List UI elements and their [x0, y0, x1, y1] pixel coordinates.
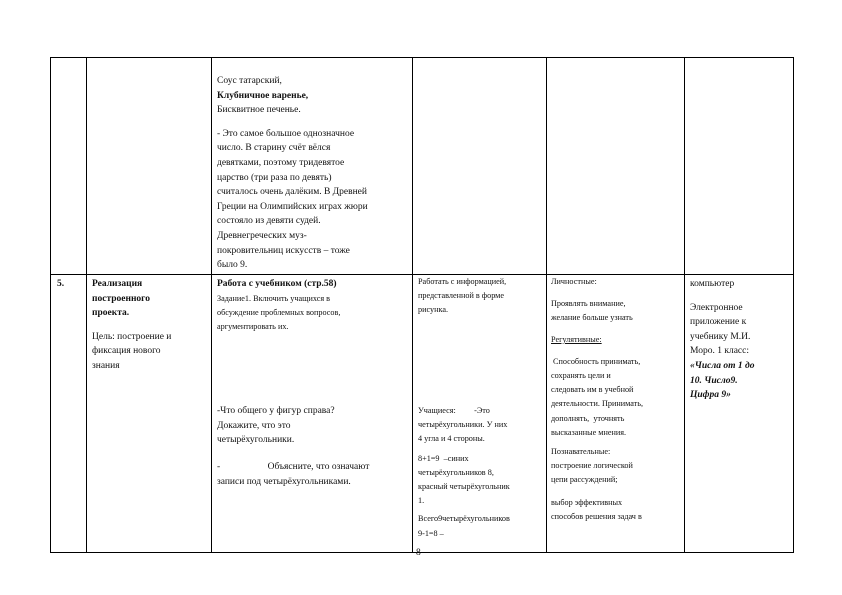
- stage-title-line: Реализация: [92, 279, 143, 289]
- stage-number: 5.: [57, 279, 65, 289]
- uud-personal-line: желание больше узнать: [551, 313, 633, 323]
- stage-title-line: построенного: [92, 293, 150, 304]
- table-col-line-1: [50, 57, 51, 553]
- table-col-line-2: [86, 57, 87, 553]
- student-calc-line: красный четырёхугольник: [418, 482, 510, 492]
- text-line: покровительниц искусств – тоже: [217, 245, 350, 256]
- student-answer: [418, 404, 544, 541]
- text-line: - Это самое большое однозначное: [217, 128, 355, 139]
- page-number: 8: [416, 548, 421, 558]
- spacer: [551, 326, 682, 333]
- teacher-explain: [217, 460, 409, 489]
- uud-regulatory-line: следовать им в учебной: [551, 385, 634, 395]
- uud-regulatory-heading: Регулятивные:: [551, 334, 602, 344]
- text-line: Соус татарский,: [217, 76, 282, 86]
- spacer: [92, 321, 208, 330]
- goal-line: фиксация нового: [92, 346, 161, 357]
- text-line: Бисквитное печенье.: [217, 105, 301, 116]
- text-line: состояло из девяти судей.: [217, 216, 321, 227]
- teacher-task-line: аргументировать их.: [217, 322, 289, 331]
- resources-line: учебнику М.И.: [690, 331, 751, 342]
- goal-line: Цель: построение и: [92, 331, 172, 342]
- resources-italic-line: 10. Число9.: [690, 375, 738, 386]
- text-line: царство (три раза по девять): [217, 172, 332, 183]
- uud-cognitive-line: выбор эффективных: [551, 497, 623, 507]
- resources-italic-line: «Числа от 1 до: [690, 360, 755, 371]
- stage-title-line: проекта.: [92, 308, 130, 319]
- spacer: [551, 347, 682, 355]
- teacher-task-line: Задание1. Включить учащихся в: [217, 293, 331, 303]
- table-col-line-5: [546, 57, 547, 553]
- resources-line: Моро. 1 класс:: [690, 346, 749, 357]
- uud-regulatory-line: деятельности. Принимать,: [551, 399, 644, 409]
- teacher-question-line: Докажите, что это: [217, 420, 291, 431]
- resources-italic-line: Цифра 9»: [690, 390, 731, 401]
- spacer: [551, 289, 682, 297]
- student-activity: [418, 275, 544, 318]
- student-intro-line: рисунка.: [418, 305, 449, 315]
- resources-line: приложение к: [690, 317, 747, 328]
- uud-regulatory-line: сохранять цели и: [551, 371, 611, 381]
- spacer: [551, 488, 682, 496]
- student-total-line: 9-1=8 –: [418, 528, 444, 538]
- student-calc-line: 8+1=9 –синих: [418, 453, 469, 463]
- spacer: [217, 118, 409, 127]
- teacher-question-line: -Что общего у фигур справа?: [217, 406, 335, 416]
- spacer: [690, 292, 791, 301]
- resources-title: компьютер: [690, 279, 735, 289]
- teacher-question-line: четырёхугольники.: [217, 435, 295, 446]
- text-line: число. В старину счёт вёлся: [217, 143, 331, 154]
- uud-column: [551, 275, 682, 524]
- table-col-line-4: [412, 57, 413, 553]
- goal-line: знания: [92, 360, 120, 371]
- teacher-heading: Работа с учебником (стр.58): [217, 279, 337, 289]
- teacher-task-line: обсуждение проблемных вопросов,: [217, 307, 341, 317]
- uud-cognitive-heading: Познавательные:: [551, 447, 611, 457]
- table-top-border: [50, 57, 793, 58]
- text-line: Греции на Олимпийских играх жюри: [217, 201, 368, 212]
- student-total-line: Всего9четырёхугольников: [418, 514, 510, 524]
- teacher-explain-line: записи под четырёхугольниками.: [217, 476, 351, 487]
- student-intro-line: представленной в форме: [418, 291, 504, 301]
- uud-cognitive-line: способов решения задач в: [551, 511, 642, 521]
- uud-regulatory-line: дополнять, уточнять: [551, 413, 625, 423]
- student-intro-line: Работать с информацией,: [418, 277, 507, 286]
- table-col-line-7: [793, 57, 794, 553]
- stage-description: [92, 277, 208, 374]
- table-col-line-6: [684, 57, 685, 553]
- student-calc-line: четырёхугольников 8,: [418, 467, 494, 477]
- student-answer-line: Учащиеся: -Это: [418, 406, 490, 415]
- text-line: Древнегреческих муз-: [217, 230, 307, 241]
- uud-regulatory-line: Способность принимать,: [551, 356, 641, 366]
- row1-teacher-text: [217, 74, 409, 273]
- table-bottom-border: [50, 552, 793, 553]
- teacher-question: [217, 404, 409, 448]
- text-line: Клубничное варенье,: [217, 90, 309, 101]
- student-answer-line: 4 угла и 4 стороны.: [418, 434, 485, 444]
- table-col-line-3: [211, 57, 212, 553]
- text-line: было 9.: [217, 260, 248, 271]
- uud-regulatory-line: высказанные мнения.: [551, 427, 627, 437]
- teacher-activity: [217, 277, 409, 334]
- resources-column: [690, 277, 791, 403]
- student-calc-line: 1.: [418, 496, 425, 506]
- uud-personal-heading: Личностные:: [551, 277, 597, 286]
- uud-personal-line: Проявлять внимание,: [551, 299, 626, 309]
- text-line: считалось очень далёким. В Древней: [217, 187, 367, 198]
- resources-line: Электронное: [690, 302, 743, 313]
- uud-cognitive-line: построение логической: [551, 461, 633, 471]
- teacher-explain-line: - Объясните, что означают: [217, 462, 370, 472]
- text-line: девятками, поэтому тридевятое: [217, 157, 345, 168]
- uud-cognitive-line: цепи рассуждений;: [551, 475, 618, 485]
- student-answer-line: четырёхугольники. У них: [418, 420, 508, 430]
